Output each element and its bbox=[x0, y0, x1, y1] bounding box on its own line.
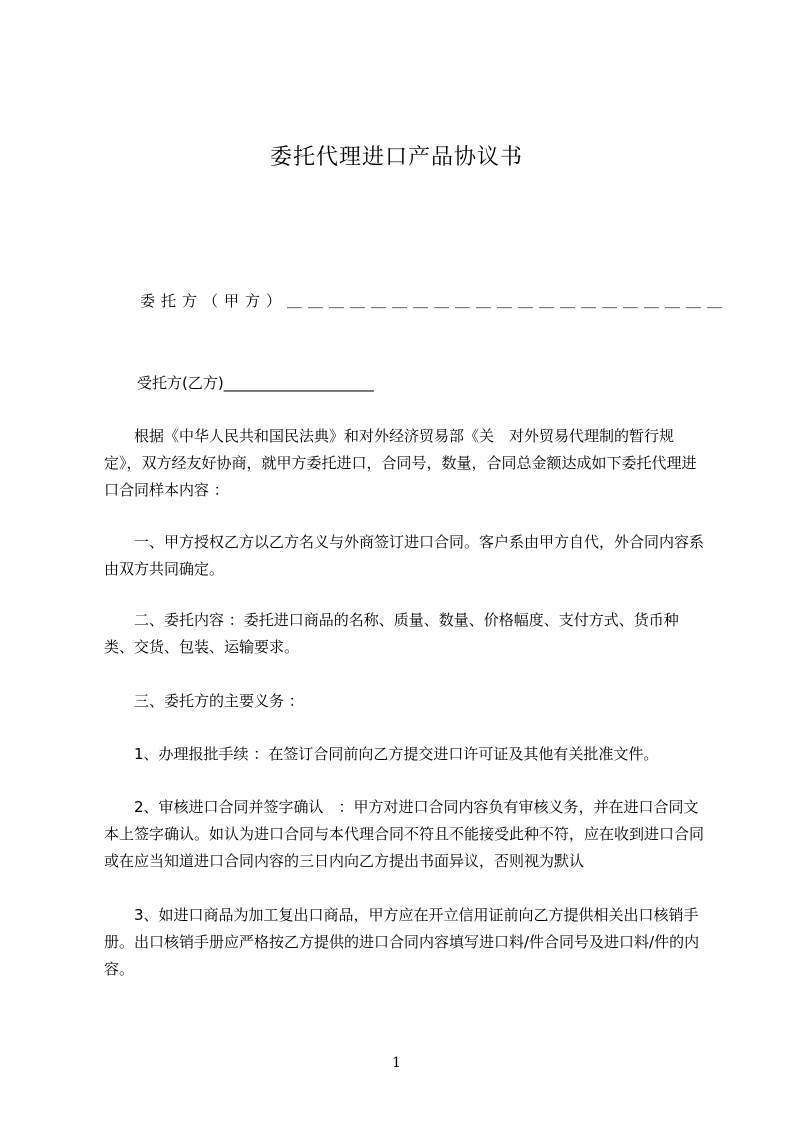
party-b-line: 受托方(乙方)____________________ bbox=[137, 374, 374, 392]
paragraph-obligation-3: 3、如进口商品为加工复出口商品，甲方应在开立信用证前向乙方提供相关出口核销手册。出口核销手册应严格按乙方提供的进口合同内容填写进口料/件合同号及进口料/件的内容。 bbox=[104, 906, 700, 978]
party-a-line: 委托方（甲方）＿＿＿＿＿＿＿＿＿＿＿＿＿＿＿＿＿＿＿＿＿ bbox=[140, 292, 729, 310]
paragraph-preamble: 根据《中华人民共和国民法典》和对外经济贸易部《关 对外贸易代理制的暂行规定》，双方经友好协商，就甲方委托进口，合同号，数量，合同总金额达成如下委托代理进口合同样本内容 ： bbox=[104, 427, 697, 499]
paragraph-clause-3-heading: 三、委托方的主要义务 ： bbox=[104, 692, 304, 710]
paragraph-obligation-1: 1、办理报批手续 ：在签订合同前向乙方提交进口许可证及其他有关批准文件。 bbox=[104, 745, 659, 763]
paragraph-obligation-2: 2、审核进口合同并签字确认 ：甲方对进口合同内容负有审核义务，并在进口合同文本上签字确认。如认为进口合同与本代理合同不符且不能接受此种不符，应在收到进口合同或在应当知道进口合同内容的三日内向乙方提出书面异议，否则视为默认 bbox=[104, 798, 705, 870]
document-title: 委托代理进口产品协议书 bbox=[269, 145, 523, 170]
paragraph-clause-1: 一、甲方授权乙方以乙方名义与外商签订进口合同。客户系由甲方自代，外合同内容系由双方共同确定。 bbox=[104, 533, 705, 578]
paragraph-clause-2: 二、委托内容 ：委托进口商品的名称、质量、数量、价格幅度、支付方式、货币种类、交货、包装、运输要求。 bbox=[104, 611, 679, 656]
page-number: 1 bbox=[392, 1055, 401, 1071]
